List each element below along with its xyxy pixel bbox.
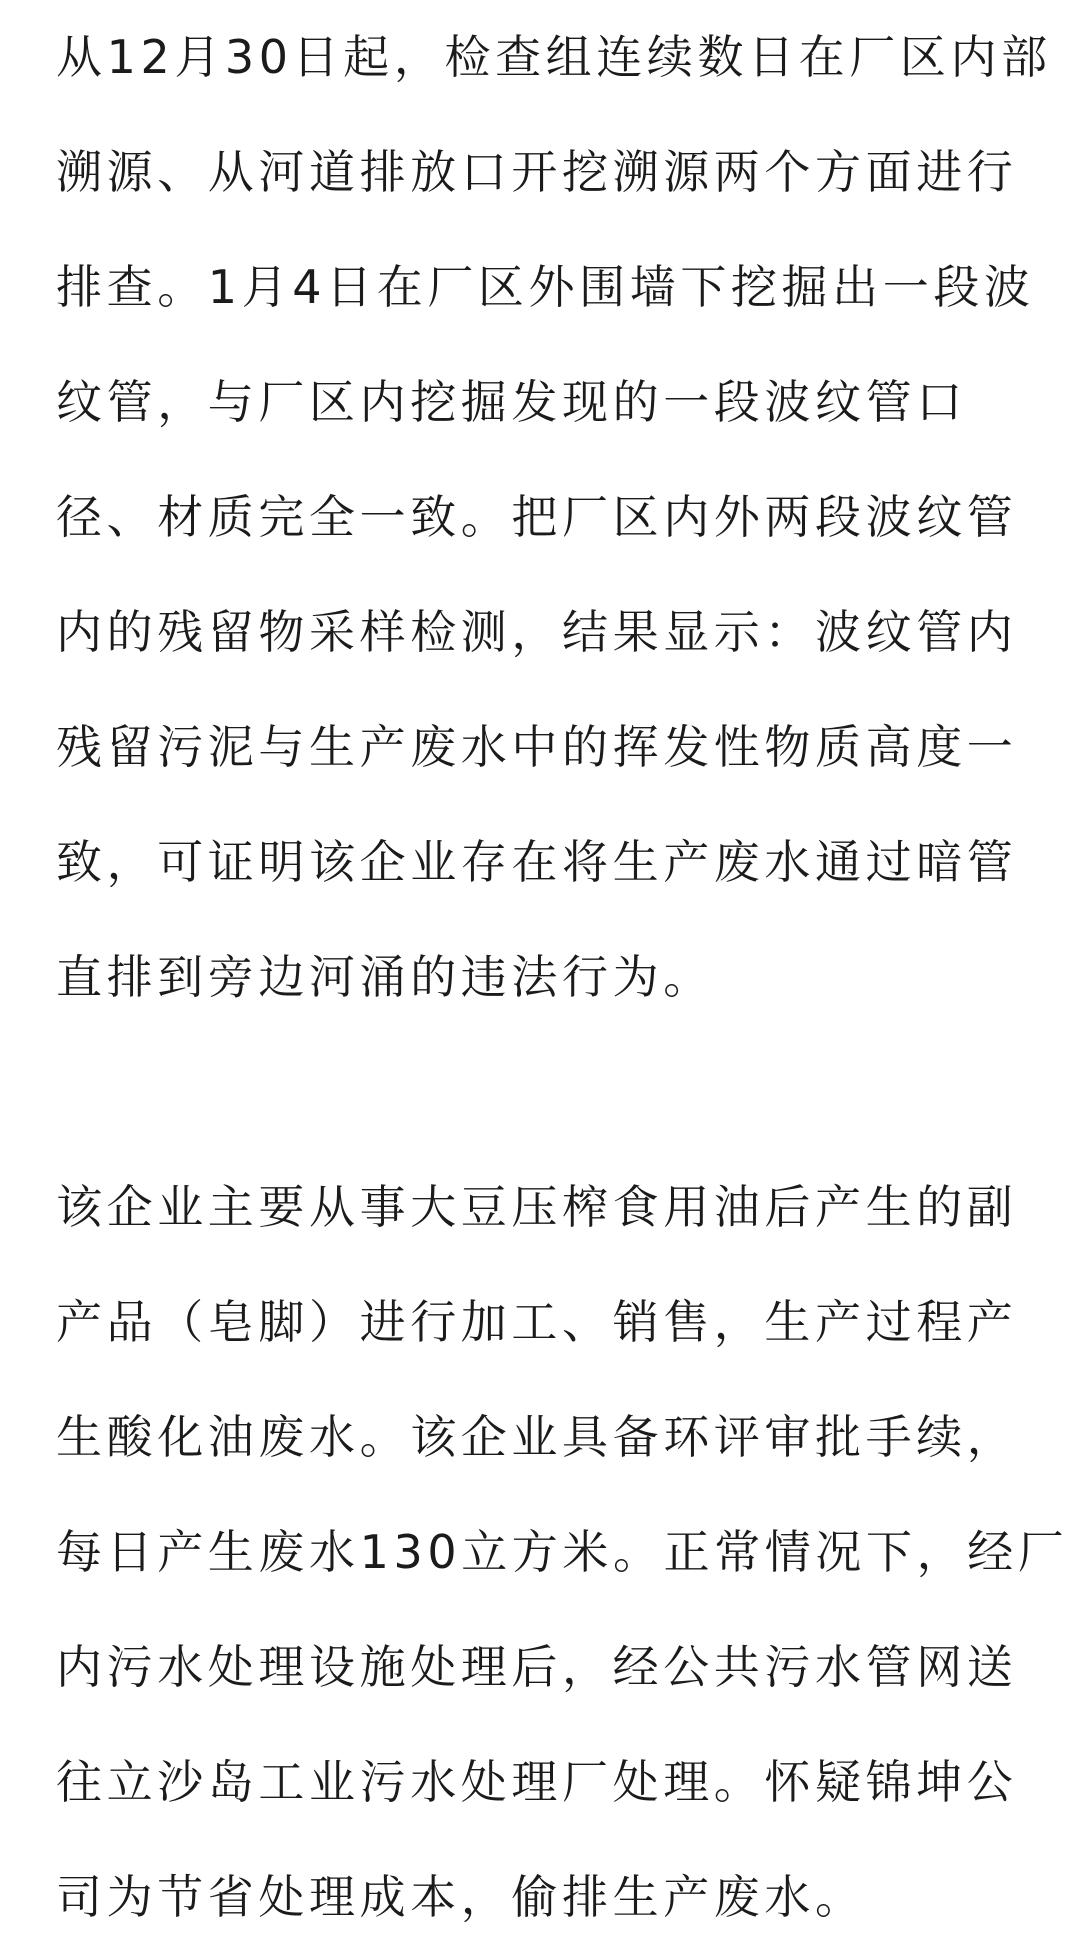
text-line: 生酸化油废水。该企业具备环评审批手续，: [56, 1410, 1018, 1464]
text-line: 排查。1月4日在厂区外围墙下挖掘出一段波: [56, 260, 1035, 314]
text-line: 溯源、从河道排放口开挖溯源两个方面进行: [56, 145, 1018, 199]
text-line: 司为节省处理成本，偷排生产废水。: [56, 1870, 866, 1924]
text-line: 每日产生废水130立方米。正常情况下，经厂: [56, 1525, 1069, 1579]
text-line: 内污水处理设施处理后，经公共污水管网送: [56, 1640, 1018, 1694]
text-line: 内的残留物采样检测，结果显示：波纹管内: [56, 605, 1018, 659]
text-line: 从12月30日起，检查组连续数日在厂区内部: [56, 30, 1052, 84]
text-line: 残留污泥与生产废水中的挥发性物质高度一: [56, 720, 1018, 774]
text-line: 致，可证明该企业存在将生产废水通过暗管: [56, 835, 1018, 889]
text-line: 该企业主要从事大豆压榨食用油后产生的副: [56, 1180, 1018, 1234]
text-line: 径、材质完全一致。把厂区内外两段波纹管: [56, 490, 1018, 544]
paragraph-company-background: [56, 1150, 1069, 1955]
text-line: 往立沙岛工业污水处理厂处理。怀疑锦坤公: [56, 1755, 1018, 1809]
text-line: 纹管，与厂区内挖掘发现的一段波纹管口: [56, 375, 967, 429]
text-line: 直排到旁边河涌的违法行为。: [56, 950, 714, 1004]
text-line: 产品（皂脚）进行加工、销售，生产过程产: [56, 1295, 1018, 1349]
paragraph-investigation: [56, 0, 1052, 1035]
